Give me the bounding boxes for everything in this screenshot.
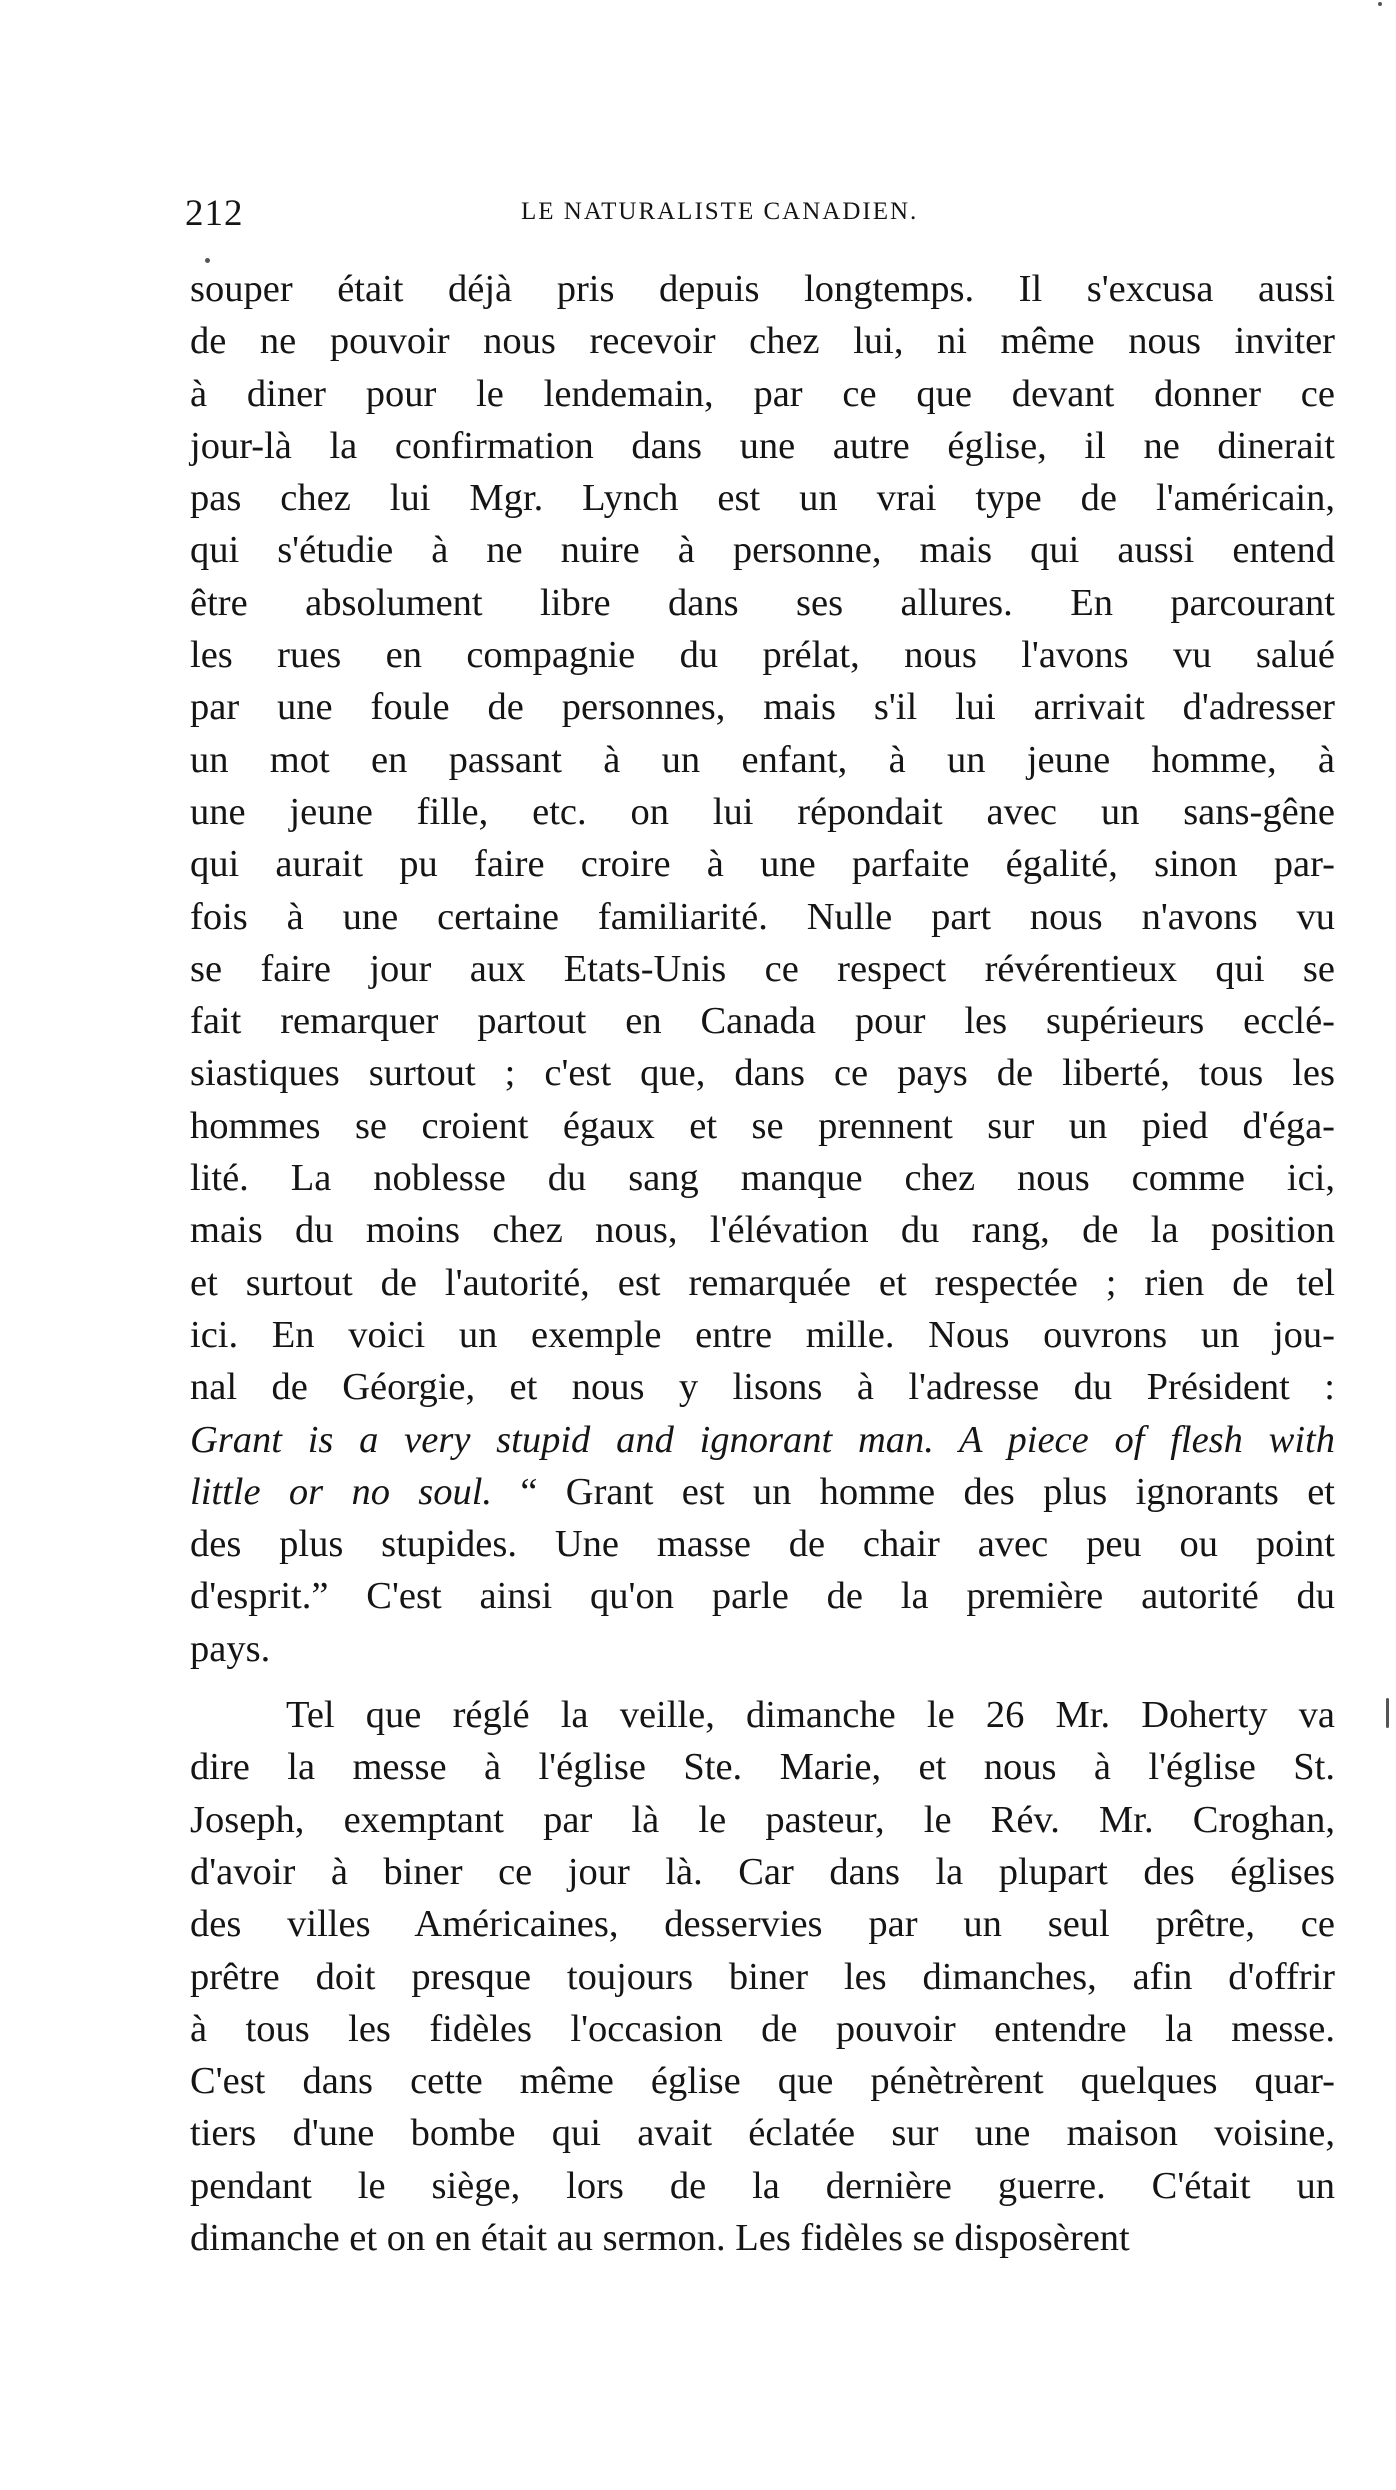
text-line [190,1466,1335,1518]
text-line [190,2107,1335,2159]
text-line [190,420,1335,472]
text-line [190,2055,1335,2107]
text-line [190,1309,1335,1361]
text-segment: mais du moins chez nous, l'élévation du rang, de la position [190,1209,1335,1252]
text-line [190,1204,1335,1256]
text-segment: tiers d'une bombe qui avait éclatée sur une maison voisine, [190,2112,1335,2155]
text-line [190,1951,1335,2003]
text-segment: les rues en compagnie du prélat, nous l'avons vu salué [190,634,1335,677]
text-segment: d'esprit.” C'est ainsi qu'on parle de la première autorité du [190,1575,1335,1618]
text-line [190,1361,1335,1413]
text-segment: qui s'étudie à ne nuire à personne, mais qui aussi entend [190,529,1335,572]
text-line [190,1846,1335,1898]
text-line [190,263,1335,315]
text-segment: par une foule de personnes, mais s'il lui arrivait d'adresser [190,686,1335,729]
text-line [190,1047,1335,1099]
text-segment: souper était déjà pris depuis longtemps. Il s'excusa aussi [190,268,1335,310]
text-segment: une jeune fille, etc. on lui répondait avec un sans-gêne [190,790,1335,833]
running-title: LE NATURALISTE CANADIEN. [521,198,919,225]
text-segment: de ne pouvoir nous recevoir chez lui, ni même nous inviter [190,320,1335,363]
text-line [190,1689,1335,1741]
italic-quote: Grant is a very stupid and ignorant man. A piece of flesh with [190,1418,1335,1461]
text-line [190,1518,1335,1570]
scan-speck [1386,1698,1389,1728]
text-line [190,1898,1335,1950]
text-segment: ici. En voici un exemple entre mille. Nous ouvrons un jou- [190,1313,1335,1356]
text-segment: Tel que réglé la veille, dimanche le 26 Mr. Doherty va [286,1694,1335,1737]
text-line [190,1741,1335,1793]
text-segment: qui aurait pu faire croire à une parfaite égalité, sinon par- [190,843,1335,886]
text-line [190,472,1335,524]
text-segment: “ Grant est un homme des plus ignorants et [492,1470,1335,1513]
text-line [190,577,1335,629]
text-segment: hommes se croient égaux et se prennent sur un pied d'éga- [190,1104,1335,1147]
text-line [190,2212,1335,2264]
body-text [190,263,1335,2264]
text-line [190,838,1335,890]
text-segment: lité. La noblesse du sang manque chez nous comme ici, [190,1157,1335,1200]
text-segment: dire la messe à l'église Ste. Marie, et nous à l'église St. [190,1746,1335,1789]
text-segment: dimanche et on en était au sermon. Les fidèles se disposèrent [190,2216,1130,2259]
italic-quote: little or no soul. [190,1470,493,1513]
text-line [190,1414,1335,1466]
text-segment: prêtre doit presque toujours biner les dimanches, afin d'offrir [190,1955,1335,1998]
text-segment: C'est dans cette même église que pénètrèrent quelques quar- [190,2060,1335,2103]
paragraph [190,1689,1335,2264]
scan-speck [205,258,210,263]
text-line [190,1257,1335,1309]
text-line [190,368,1335,420]
paragraph-gap [190,1675,1335,1689]
page-header [185,192,1295,242]
text-line [190,891,1335,943]
text-line [190,1794,1335,1846]
text-line [190,524,1335,576]
text-line [190,1570,1335,1622]
text-segment: nal de Géorgie, et nous y lisons à l'adresse du Président : [190,1366,1335,1409]
text-line [190,1100,1335,1152]
text-line [190,943,1335,995]
text-segment: à diner pour le lendemain, par ce que devant donner ce [190,372,1335,415]
page-number: 212 [185,193,244,234]
text-segment: pays. [190,1627,271,1670]
text-line [190,315,1335,367]
text-line [190,2003,1335,2055]
text-line [190,734,1335,786]
text-segment: des villes Américaines, desservies par un seul prêtre, ce [190,1903,1335,1946]
text-line [190,629,1335,681]
text-segment: fait remarquer partout en Canada pour les supérieurs ecclé- [190,1000,1335,1043]
text-segment: être absolument libre dans ses allures. En parcourant [190,581,1335,624]
scan-speck [1378,2,1382,6]
text-segment: des plus stupides. Une masse de chair avec peu ou point [190,1523,1335,1566]
text-segment: à tous les fidèles l'occasion de pouvoir entendre la messe. [190,2007,1335,2050]
text-segment: Joseph, exemptant par là le pasteur, le Rév. Mr. Croghan, [190,1798,1335,1841]
text-line [190,786,1335,838]
text-segment: pendant le siège, lors de la dernière guerre. C'était un [190,2164,1335,2207]
text-segment: d'avoir à biner ce jour là. Car dans la plupart des églises [190,1850,1335,1893]
text-segment: un mot en passant à un enfant, à un jeune homme, à [190,738,1335,781]
text-line [190,2160,1335,2212]
text-segment: fois à une certaine familiarité. Nulle part nous n'avons vu [190,895,1335,938]
text-segment: se faire jour aux Etats-Unis ce respect révérentieux qui se [190,947,1335,990]
paragraph [190,263,1335,1675]
text-line [190,681,1335,733]
text-segment: siastiques surtout ; c'est que, dans ce pays de liberté, tous les [190,1052,1335,1095]
text-segment: et surtout de l'autorité, est remarquée et respectée ; rien de tel [190,1261,1335,1304]
text-line [190,1623,1335,1675]
text-line [190,1152,1335,1204]
text-segment: jour-là la confirmation dans une autre église, il ne dinerait [190,424,1335,467]
text-line [190,995,1335,1047]
text-segment: pas chez lui Mgr. Lynch est un vrai type de l'américain, [190,477,1335,520]
